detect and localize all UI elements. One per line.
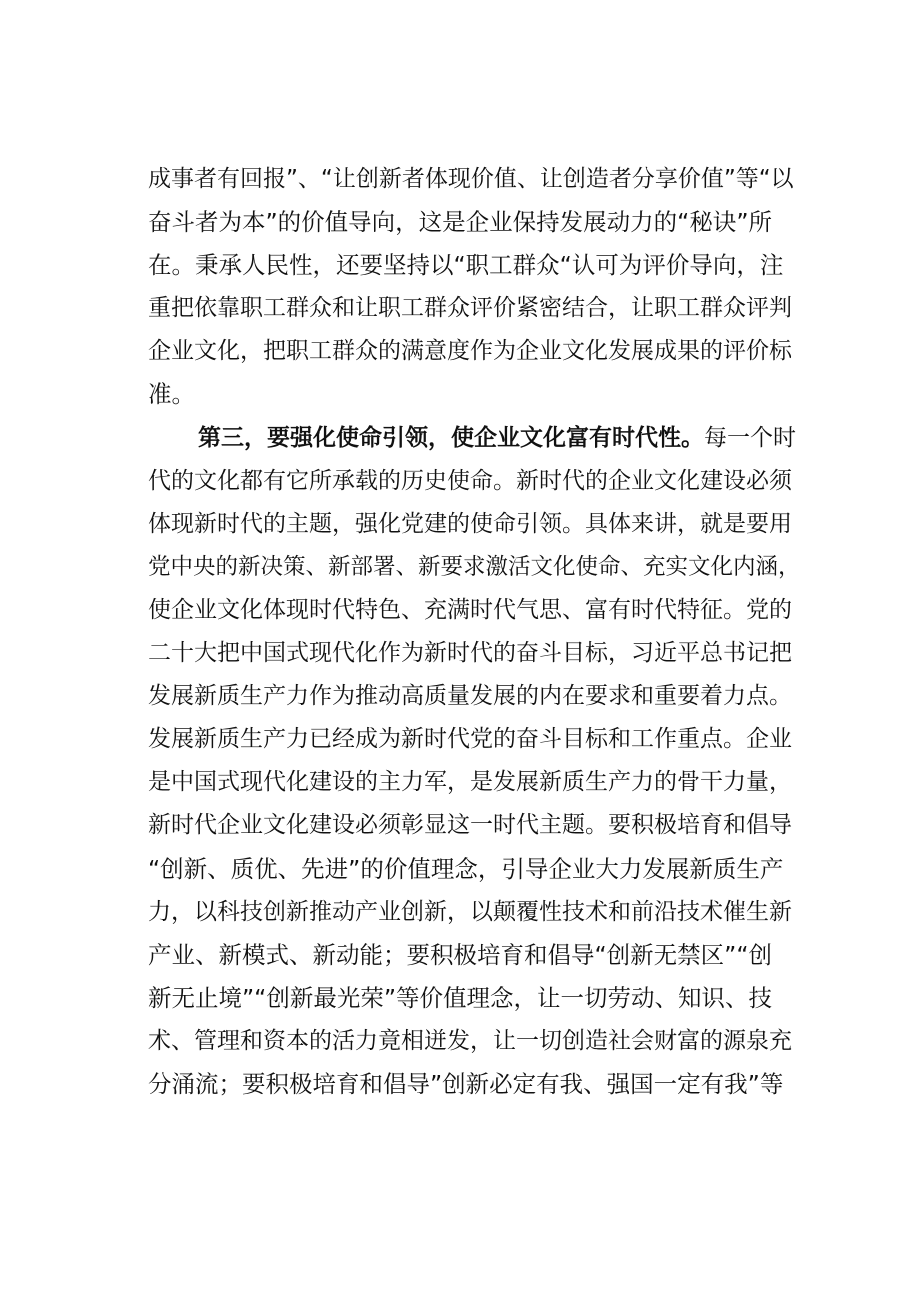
text-line: 代的文化都有它所承载的历史使命。新时代的企业文化建设必须 (148, 467, 792, 494)
text-line: 使企业文化体现时代特色、充满时代气思、富有时代特征。党的 (148, 596, 792, 623)
text-line: 党中央的新决策、新部署、新要求激活文化使命、充实文化内涵， (148, 553, 801, 580)
body-text (148, 158, 804, 1106)
text-line: 在。秉承人民性，还要坚持以“职工群众“认可为评价导向，注 (148, 251, 784, 280)
text-line: 准。 (148, 380, 195, 409)
text-line: 二十大把中国式现代化作为新时代的奋斗目标，习近平总书记把 (148, 640, 792, 667)
paragraph-heading-line (148, 417, 804, 460)
text-line: 重把依靠职工群众和让职工群众评价紧密结合，让职工群众评判 (148, 295, 792, 322)
text-line: 术、管理和资本的活力竟相迸发，让一切创造社会财富的源泉充 (148, 1027, 792, 1054)
text-line: 体现新时代的主题，强化党建的使命引领。具体来讲，就是要用 (148, 510, 792, 537)
text-run: 每一个时 (704, 424, 796, 451)
text-line: 企业文化，把职工群众的满意度作为企业文化发展成果的评价标 (148, 338, 792, 365)
text-line: 分涌流；要积极培育和倡导”创新必定有我、强国一定有我”等 (148, 1069, 784, 1098)
text-line: “创新、质优、先进”的价值理念，引导企业大力发展新质生产 (148, 854, 784, 883)
text-line: 新无止境”“创新最光荣”等价值理念，让一切劳动、知识、技 (148, 983, 773, 1012)
text-line: 发展新质生产力已经成为新时代党的奋斗目标和工作重点。企业 (148, 726, 792, 753)
text-line: 奋斗者为本”的价值导向，这是企业保持发展动力的“秘诀”所 (148, 208, 773, 237)
text-line: 发展新质生产力作为推动高质量发展的内在要求和重要着力点。 (148, 683, 792, 710)
text-line: 力，以科技创新推动产业创新，以颠覆性技术和前沿技术催生新 (148, 898, 792, 925)
text-line: 是中国式现代化建设的主力军，是发展新质生产力的骨干力量， (148, 769, 792, 796)
paragraph-heading: 第三，要强化使命引领，使企业文化富有时代性。 (198, 424, 704, 451)
text-line: 成事者有回报”、“让创新者体现价值、让创造者分享价值”等“以 (148, 166, 794, 192)
text-line: 新时代企业文化建设必须彰显这一时代主题。要积极培育和倡导 (148, 812, 792, 839)
text-line: 产业、新模式、新动能；要积极培育和倡导“创新无禁区”“创 (148, 940, 773, 969)
